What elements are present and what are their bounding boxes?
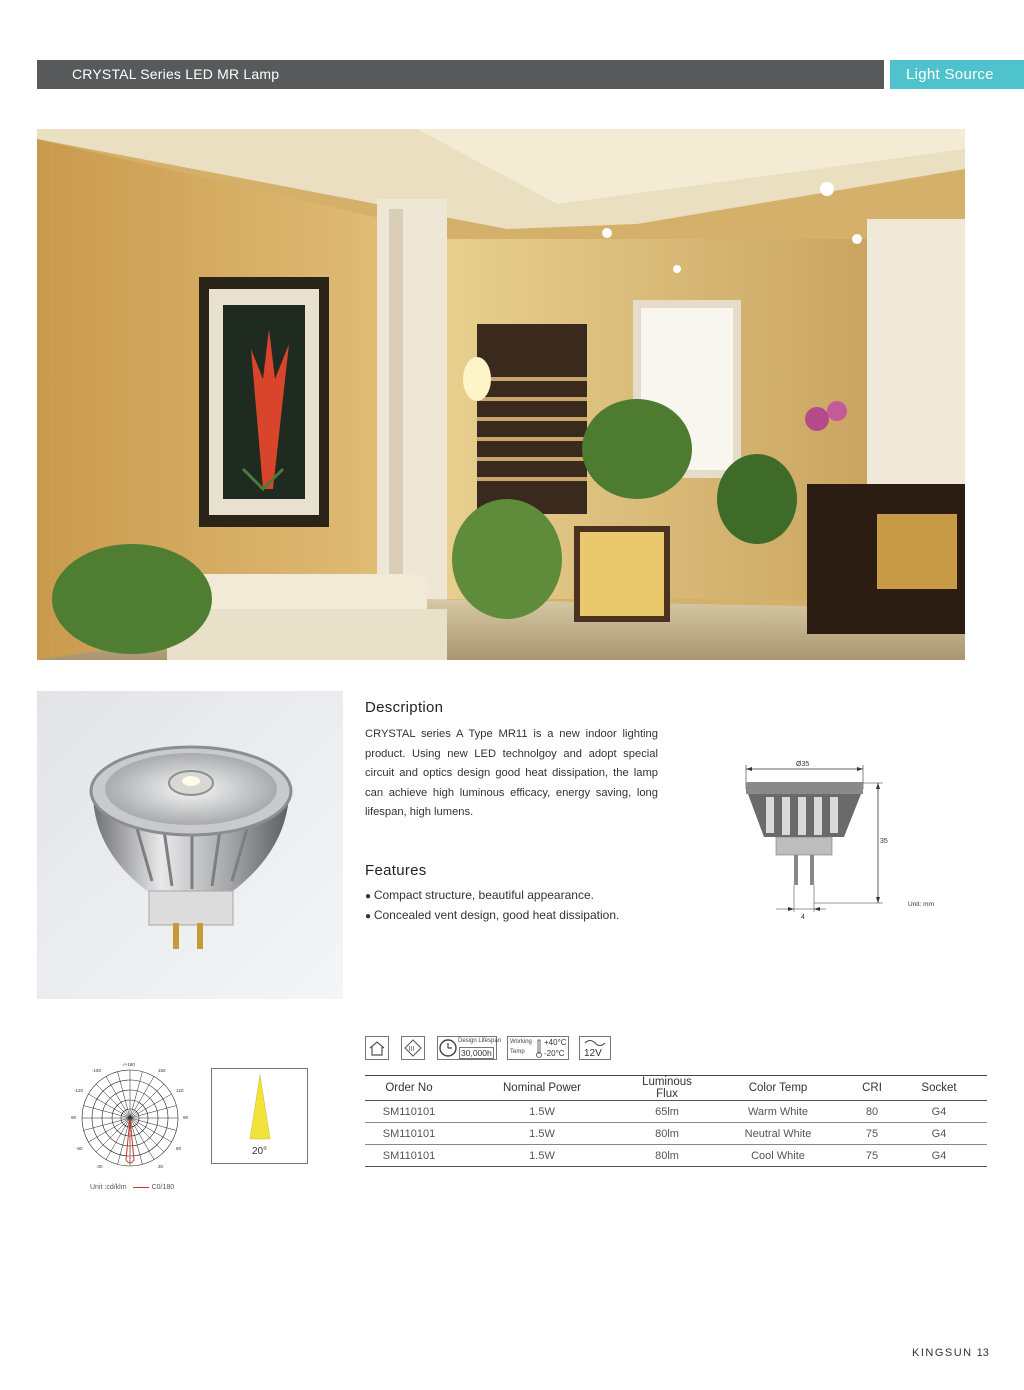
cell-power: 1.5W [453, 1145, 631, 1167]
cell-order-no: SM110101 [365, 1101, 453, 1123]
thermometer-icon [507, 1036, 569, 1060]
spec-table [365, 1075, 987, 1167]
temp-min: -20°C [544, 1049, 565, 1058]
polar-distribution-chart [68, 1060, 192, 1176]
table-row [365, 1101, 987, 1123]
cell-color-temp: Cool White [703, 1145, 853, 1167]
polar-label-60: 60 [176, 1146, 182, 1151]
cell-cri: 80 [853, 1101, 891, 1123]
voltage-value: 12V [584, 1048, 602, 1059]
table-row [365, 1145, 987, 1167]
col-socket: Socket [891, 1076, 987, 1101]
description-text: CRYSTAL series A Type MR11 is a new indoor lighting product. Using new LED technolgoy and adopt special circuit and optics design good heat dissipation, the lamp can achieve high luminous efficacy, energy saving, long lifespan, high lumens. [365, 728, 658, 818]
working-label: Working [510, 1039, 532, 1045]
cell-cri: 75 [853, 1145, 891, 1167]
legend-line-icon [133, 1187, 149, 1188]
svg-text:III: III [408, 1046, 415, 1053]
ac-dc-icon [579, 1036, 611, 1060]
description-heading: Description [365, 699, 444, 716]
feature-item: ● Concealed vent design, good heat dissipation. [365, 906, 619, 926]
cell-flux: 80lm [631, 1145, 703, 1167]
polar-legend [90, 1184, 174, 1191]
section-tag: Light Source [890, 60, 1024, 89]
page-title: CRYSTAL Series LED MR Lamp [72, 66, 280, 82]
page-number: 13 [976, 1347, 989, 1359]
cell-power: 1.5W [453, 1123, 631, 1145]
cell-socket: G4 [891, 1145, 987, 1167]
polar-legend-label: C0/180 [151, 1184, 175, 1191]
polar-label-m60: -60 [76, 1146, 83, 1151]
col-color-temp: Color Temp [703, 1076, 853, 1101]
col-cri: CRI [853, 1076, 891, 1101]
polar-label-m150: -150 [92, 1068, 102, 1073]
footer [912, 1347, 989, 1359]
temp-label: Temp [510, 1049, 525, 1055]
dim-height: 35 [880, 838, 888, 845]
cell-socket: G4 [891, 1101, 987, 1123]
polar-unit-label: Unit :cd/klm [90, 1184, 127, 1191]
polar-label-m120: -120 [74, 1088, 84, 1093]
class-iii-icon [401, 1036, 425, 1060]
dim-pin: 4 [801, 914, 805, 921]
polar-label-180: -/+180 [122, 1062, 135, 1067]
col-nominal-power: Nominal Power [453, 1076, 631, 1101]
polar-label-m30: -30 [96, 1164, 103, 1169]
polar-label-m90: 90 [71, 1115, 77, 1120]
features-list [365, 886, 619, 926]
interior-photo [37, 129, 965, 660]
features-heading: Features [365, 862, 427, 879]
cell-socket: G4 [891, 1123, 987, 1145]
col-order-no: Order No [365, 1076, 453, 1101]
col-luminous-flux: Luminous Flux [631, 1076, 703, 1101]
dimension-drawing [736, 757, 946, 922]
cell-cri: 75 [853, 1123, 891, 1145]
product-photo [37, 691, 343, 999]
temp-max: +40°C [544, 1038, 567, 1047]
brand-logo: KINGSUN [912, 1347, 973, 1359]
cell-order-no: SM110101 [365, 1145, 453, 1167]
lifespan-label: Design Lifespan [458, 1038, 502, 1044]
table-header-row [365, 1076, 987, 1101]
cell-color-temp: Neutral White [703, 1123, 853, 1145]
beam-angle-label: 20° [251, 1146, 268, 1157]
cell-flux: 65lm [631, 1101, 703, 1123]
polar-label-90: 90 [183, 1115, 189, 1120]
feature-item: ● Compact structure, beautiful appearance. [365, 886, 619, 906]
cell-color-temp: Warm White [703, 1101, 853, 1123]
cell-order-no: SM110101 [365, 1123, 453, 1145]
dim-diameter: Ø35 [796, 761, 810, 768]
lifespan-clock-icon [437, 1036, 502, 1060]
cell-power: 1.5W [453, 1101, 631, 1123]
indoor-house-icon [365, 1036, 389, 1060]
dim-unit: Unit: mm [908, 901, 934, 908]
cell-flux: 80lm [631, 1123, 703, 1145]
polar-label-150: 150 [158, 1068, 166, 1073]
polar-label-120: 120 [176, 1088, 184, 1093]
table-row [365, 1123, 987, 1145]
lifespan-value: 30,000h [461, 1048, 492, 1058]
polar-label-30: 30 [158, 1164, 164, 1169]
